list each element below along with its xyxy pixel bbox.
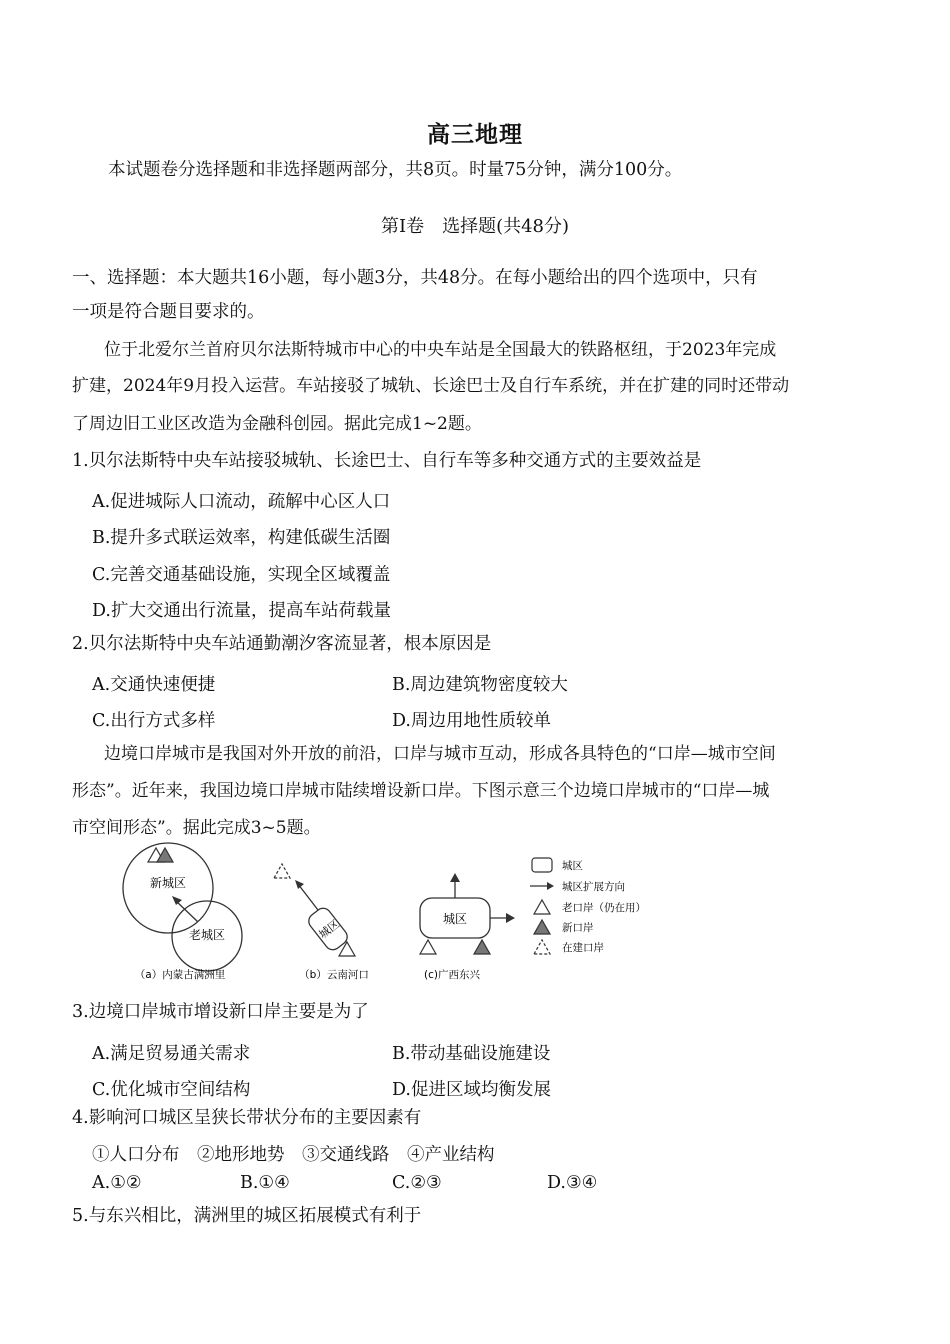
legend-old-port: 老口岸（仍在用） [562, 902, 646, 914]
port-city-figure [110, 838, 680, 988]
q3-option-d: D.促进区域均衡发展 [392, 1080, 551, 1100]
figure-a-manzhouli [123, 843, 242, 981]
page-title: 高三地理 [427, 122, 523, 148]
legend-building-port-icon [534, 940, 550, 954]
q2-stem: 2.贝尔法斯特中央车站通勤潮汐客流显著，根本原因是 [72, 634, 492, 654]
q4-option-b: B.①④ [240, 1173, 290, 1193]
caption-b: （b）云南河口 [299, 969, 369, 981]
arrowhead [506, 913, 515, 923]
figure-c-dongxing [420, 873, 515, 981]
legend-old-port-icon [534, 900, 550, 914]
q3-stem: 3.边境口岸城市增设新口岸主要是为了 [72, 1002, 369, 1022]
q1-option-d: D.扩大交通出行流量，提高车站荷载量 [92, 601, 391, 621]
figure-legend [530, 858, 646, 954]
building-port-triangle [274, 864, 290, 878]
q2-option-b: B.周边建筑物密度较大 [392, 675, 568, 695]
instructions-line-2: 一项是符合题目要求的。 [72, 302, 265, 322]
q1-option-a: A.促进城际人口流动，疏解中心区人口 [92, 492, 391, 512]
passage2-line-2: 形态”。近年来，我国边境口岸城市陆续增设新口岸。下图示意三个边境口岸城市的“口岸—城 [72, 781, 770, 801]
q4-stem: 4.影响河口城区呈狭长带状分布的主要因素有 [72, 1108, 422, 1128]
q2-option-a: A.交通快速便捷 [92, 675, 216, 695]
arrowhead [547, 882, 554, 890]
caption-c: (c)广西东兴 [424, 969, 480, 981]
figure-b-hekou [274, 864, 369, 981]
q3-option-a: A.满足贸易通关需求 [92, 1044, 251, 1064]
arrowhead [172, 896, 182, 905]
q1-option-b: B.提升多式联运效率，构建低碳生活圈 [92, 528, 391, 548]
label-old-city: 老城区 [188, 928, 226, 942]
arrowhead [295, 880, 304, 889]
passage2-line-1: 边境口岸城市是我国对外开放的前沿，口岸与城市互动，形成各具特色的“口岸—城市空间 [104, 744, 776, 764]
old-port-triangle [420, 940, 436, 954]
q3-option-b: B.带动基础设施建设 [392, 1044, 551, 1064]
passage1-line-2: 扩建，2024年9月投入运营。车站接驳了城轨、长途巴士及自行车系统，并在扩建的同时还带动 [72, 376, 790, 396]
arrowhead [450, 873, 460, 882]
section-heading: 第Ⅰ卷 选择题(共48分) [380, 216, 570, 237]
label-new-city: 新城区 [149, 876, 187, 890]
q3-option-c: C.优化城市空间结构 [92, 1080, 251, 1100]
passage2-line-3: 市空间形态”。据此完成3~5题。 [72, 818, 321, 838]
old-port-triangle [339, 942, 355, 956]
q2-option-c: C.出行方式多样 [92, 711, 216, 731]
q4-items: ①人口分布 ②地形地势 ③交通线路 ④产业结构 [92, 1145, 495, 1165]
passage1-line-3: 了周边旧工业区改造为金融科创园。据此完成1~2题。 [72, 414, 482, 434]
q4-option-c: C.②③ [392, 1173, 442, 1193]
exam-intro: 本试题卷分选择题和非选择题两部分，共8页。时量75分钟，满分100分。 [108, 160, 683, 180]
caption-a: （a）内蒙古满洲里 [134, 969, 226, 981]
new-port-triangle [474, 940, 490, 954]
legend-new-port: 新口岸 [562, 922, 594, 934]
q2-option-d: D.周边用地性质较单 [392, 711, 551, 731]
q1-option-c: C.完善交通基础设施，实现全区域覆盖 [92, 565, 391, 585]
instructions-line-1: 一、选择题：本大题共16小题，每小题3分，共48分。在每小题给出的四个选项中，只有 [72, 268, 758, 288]
legend-direction: 城区扩展方向 [562, 881, 625, 893]
q4-option-d: D.③④ [547, 1173, 598, 1193]
label-dongxing-city: 城区 [442, 912, 468, 926]
q1-stem: 1.贝尔法斯特中央车站接驳城轨、长途巴士、自行车等多种交通方式的主要效益是 [72, 451, 702, 471]
legend-building-port: 在建口岸 [562, 942, 604, 954]
passage1-line-1: 位于北爱尔兰首府贝尔法斯特城市中心的中央车站是全国最大的铁路枢纽，于2023年完成 [104, 340, 777, 360]
q5-stem: 5.与东兴相比，满洲里的城区拓展模式有利于 [72, 1206, 422, 1226]
label-hekou-city: 城区 [316, 917, 342, 942]
legend-new-port-icon [534, 920, 550, 934]
q4-option-a: A.①② [92, 1173, 142, 1193]
legend-city: 城区 [562, 860, 583, 872]
expansion-arrow [298, 884, 318, 910]
legend-city-icon [532, 858, 552, 872]
